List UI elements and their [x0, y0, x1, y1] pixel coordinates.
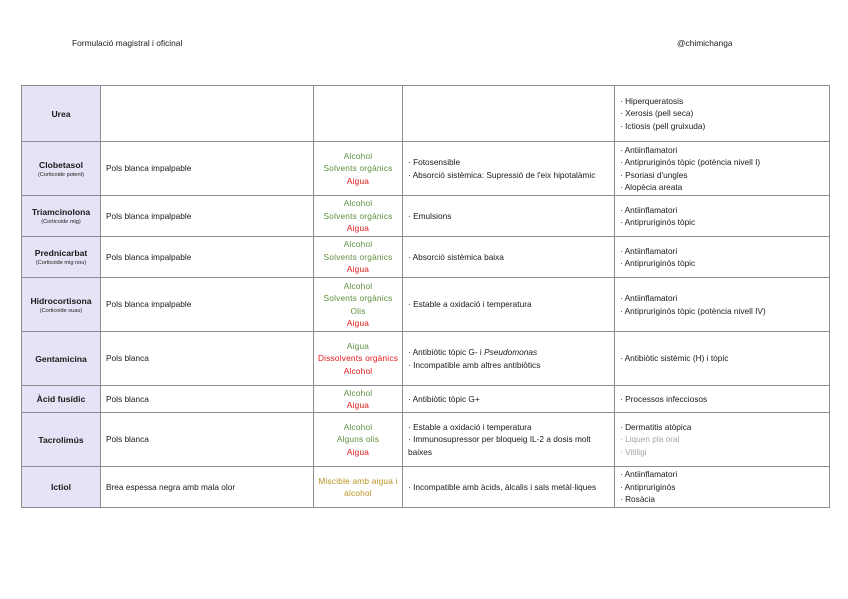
observation-item: · Incompatible amb àcids, àlcalis i sals metàl·liques [408, 481, 597, 492]
solubility-item: Aigua [346, 446, 370, 457]
uses-cell [615, 467, 830, 508]
solubility-item: Alcohol [343, 365, 373, 376]
use-item: · Hiperqueratosis [620, 95, 684, 106]
observation-item: · Estable a oxidació i temperatura [408, 421, 532, 432]
use-item: · Xerosis (pell seca) [620, 108, 694, 119]
substance-name-cell [22, 278, 101, 332]
uses-cell [615, 196, 830, 237]
use-item: · Antibiòtic sistèmic (H) i tòpic [620, 353, 729, 364]
solubility-item: Alcohol [343, 280, 373, 291]
solubility-item: Solvents orgànics [323, 251, 393, 262]
substance-name: Prednicarbat [34, 248, 88, 258]
use-item: · Antipruriginós tòpic [620, 258, 696, 268]
solubility-cell [314, 467, 403, 508]
table-row [22, 413, 830, 467]
appearance-cell [101, 86, 314, 142]
solubility-item: Alguns olis [336, 434, 380, 445]
solubility-cell [314, 86, 403, 142]
substance-name-cell [22, 86, 101, 142]
solubility-item: Aigua [346, 223, 370, 234]
substance-name-cell [22, 413, 101, 467]
observations-cell [403, 467, 615, 508]
solubility-cell [314, 278, 403, 332]
solubility-item: Aigua [346, 318, 370, 328]
solubility-item: Solvents orgànics [323, 163, 393, 174]
use-item: · Antiinflamatori [620, 293, 678, 303]
observation-item: · Antibiòtic tòpic G+ [408, 393, 480, 404]
table-row [22, 332, 830, 386]
substance-name-cell [22, 237, 101, 278]
table-row [22, 237, 830, 278]
table-row [22, 86, 830, 142]
substance-name-cell [22, 467, 101, 508]
substance-category: (Corticoide mig nou) [35, 260, 87, 266]
use-item: · Rosàcia [620, 494, 656, 505]
observation-italic: Pseudomonas [484, 347, 538, 357]
solubility-item: Solvents orgànics [323, 210, 393, 221]
observation-item: · Absorció sistèmica baixa [408, 251, 504, 262]
use-item: · Antipruriginós tòpic (potència nivell I) [620, 157, 761, 167]
substance-name: Hidrocortisona [30, 295, 92, 306]
appearance-cell: Brea espessa negra amb mala olor [101, 467, 314, 508]
solubility-item: Aigua [346, 400, 370, 410]
use-item: · Dermatitis atòpica [620, 421, 692, 432]
use-item: · Ictiosis (pell gruixuda) [620, 120, 706, 131]
solubility-cell [314, 196, 403, 237]
observation-item: · Estable a oxidació i temperatura [408, 299, 532, 310]
uses-cell [615, 386, 830, 413]
author-handle: @chimichanga [677, 38, 733, 48]
solubility-item: Dissolvents orgànics [317, 353, 399, 364]
observation-text: · Antibiòtic tòpic G- i [408, 347, 485, 357]
observations-cell [403, 86, 615, 142]
use-item: · Antiinflamatori [620, 469, 678, 480]
table-row [22, 386, 830, 413]
solubility-item: Solvents orgànics [323, 293, 393, 303]
solubility-item: Olis [350, 305, 366, 316]
observations-cell [403, 386, 615, 413]
substance-name: Triamcinolona [31, 207, 91, 217]
substance-name-cell [22, 386, 101, 413]
observation-item: · Incompatible amb altres antibiòtics [408, 359, 541, 370]
formulation-table [21, 85, 830, 508]
observation-item: · Emulsions [408, 210, 452, 221]
substance-category: (Corticoide suau) [39, 307, 83, 314]
solubility-cell [314, 142, 403, 196]
use-item: · Antipruriginós [620, 481, 676, 492]
table-row [22, 278, 830, 332]
substance-name-cell [22, 196, 101, 237]
appearance-cell: Pols blanca [101, 413, 314, 467]
substance-category: (Corticoide mig) [41, 219, 81, 225]
solubility-item: Alcohol [343, 150, 373, 161]
table-row [22, 142, 830, 196]
uses-cell [615, 413, 830, 467]
appearance-cell: Pols blanca [101, 332, 314, 386]
solubility-item: Alcohol [343, 387, 373, 398]
appearance-cell: Pols blanca impalpable [101, 237, 314, 278]
substance-name: Tacrolimús [38, 434, 84, 445]
substance-name-cell [22, 332, 101, 386]
solubility-item: Alcohol [343, 421, 373, 432]
uses-cell [615, 237, 830, 278]
use-item: · Antipruriginós tòpic (potència nivell IV) [620, 305, 766, 316]
observation-item: · Absorció sistèmica: Supressió de l'eix hipotalàmic [408, 169, 596, 180]
document-title: Formulació magistral i oficinal [72, 38, 183, 48]
observations-cell [403, 142, 615, 196]
use-item: · Antiinflamatori [620, 245, 678, 256]
observations-cell [403, 196, 615, 237]
use-item: · Antiinflamatori [620, 144, 678, 155]
use-item: · Psoriasi d'ungles [620, 169, 688, 180]
use-item: · Liquen pla oral [620, 434, 680, 445]
solubility-cell [314, 332, 403, 386]
uses-cell [615, 142, 830, 196]
use-item: · Vitiligi [620, 446, 647, 457]
solubility-item: Aigua [346, 175, 370, 186]
substance-name: Clobetasol [39, 159, 83, 170]
solubility-cell [314, 413, 403, 467]
observations-cell [403, 332, 615, 386]
appearance-cell: Pols blanca impalpable [101, 142, 314, 196]
solubility-item: Alcohol [343, 239, 373, 250]
uses-cell [615, 332, 830, 386]
solubility-cell [314, 386, 403, 413]
use-item: · Processos infecciosos [620, 393, 708, 404]
substance-name-cell [22, 142, 101, 196]
uses-cell [615, 86, 830, 142]
use-item: · Alopècia areata [620, 182, 683, 192]
substance-name: Urea [51, 108, 71, 119]
appearance-cell: Pols blanca impalpable [101, 196, 314, 237]
solubility-item: Aigua [346, 340, 370, 351]
use-item: · Antiinflamatori [620, 204, 678, 215]
use-item: · Antipruriginós tòpic [620, 217, 696, 227]
observations-cell [403, 413, 615, 467]
substance-name: Ictiol [50, 482, 72, 492]
observation-item [408, 346, 609, 359]
substance-name: Gentamicina [35, 353, 87, 364]
observation-item: · Fotosensible [408, 157, 461, 167]
appearance-cell: Pols blanca [101, 386, 314, 413]
solubility-cell [314, 237, 403, 278]
solubility-item: Aigua [346, 264, 370, 275]
solubility-item: Miscible amb aigua i alcohol [318, 475, 398, 498]
observations-cell [403, 237, 615, 278]
substance-name: Àcid fusídic [36, 394, 86, 404]
table-row [22, 467, 830, 508]
table-row [22, 196, 830, 237]
uses-cell [615, 278, 830, 332]
appearance-cell: Pols blanca impalpable [101, 278, 314, 332]
substance-category: (Corticoide potent) [37, 171, 84, 178]
solubility-item: Alcohol [343, 198, 373, 209]
observation-item: · Immunosupressor per bloqueig IL-2 a dosis molt baixes [408, 434, 591, 457]
observations-cell [403, 278, 615, 332]
